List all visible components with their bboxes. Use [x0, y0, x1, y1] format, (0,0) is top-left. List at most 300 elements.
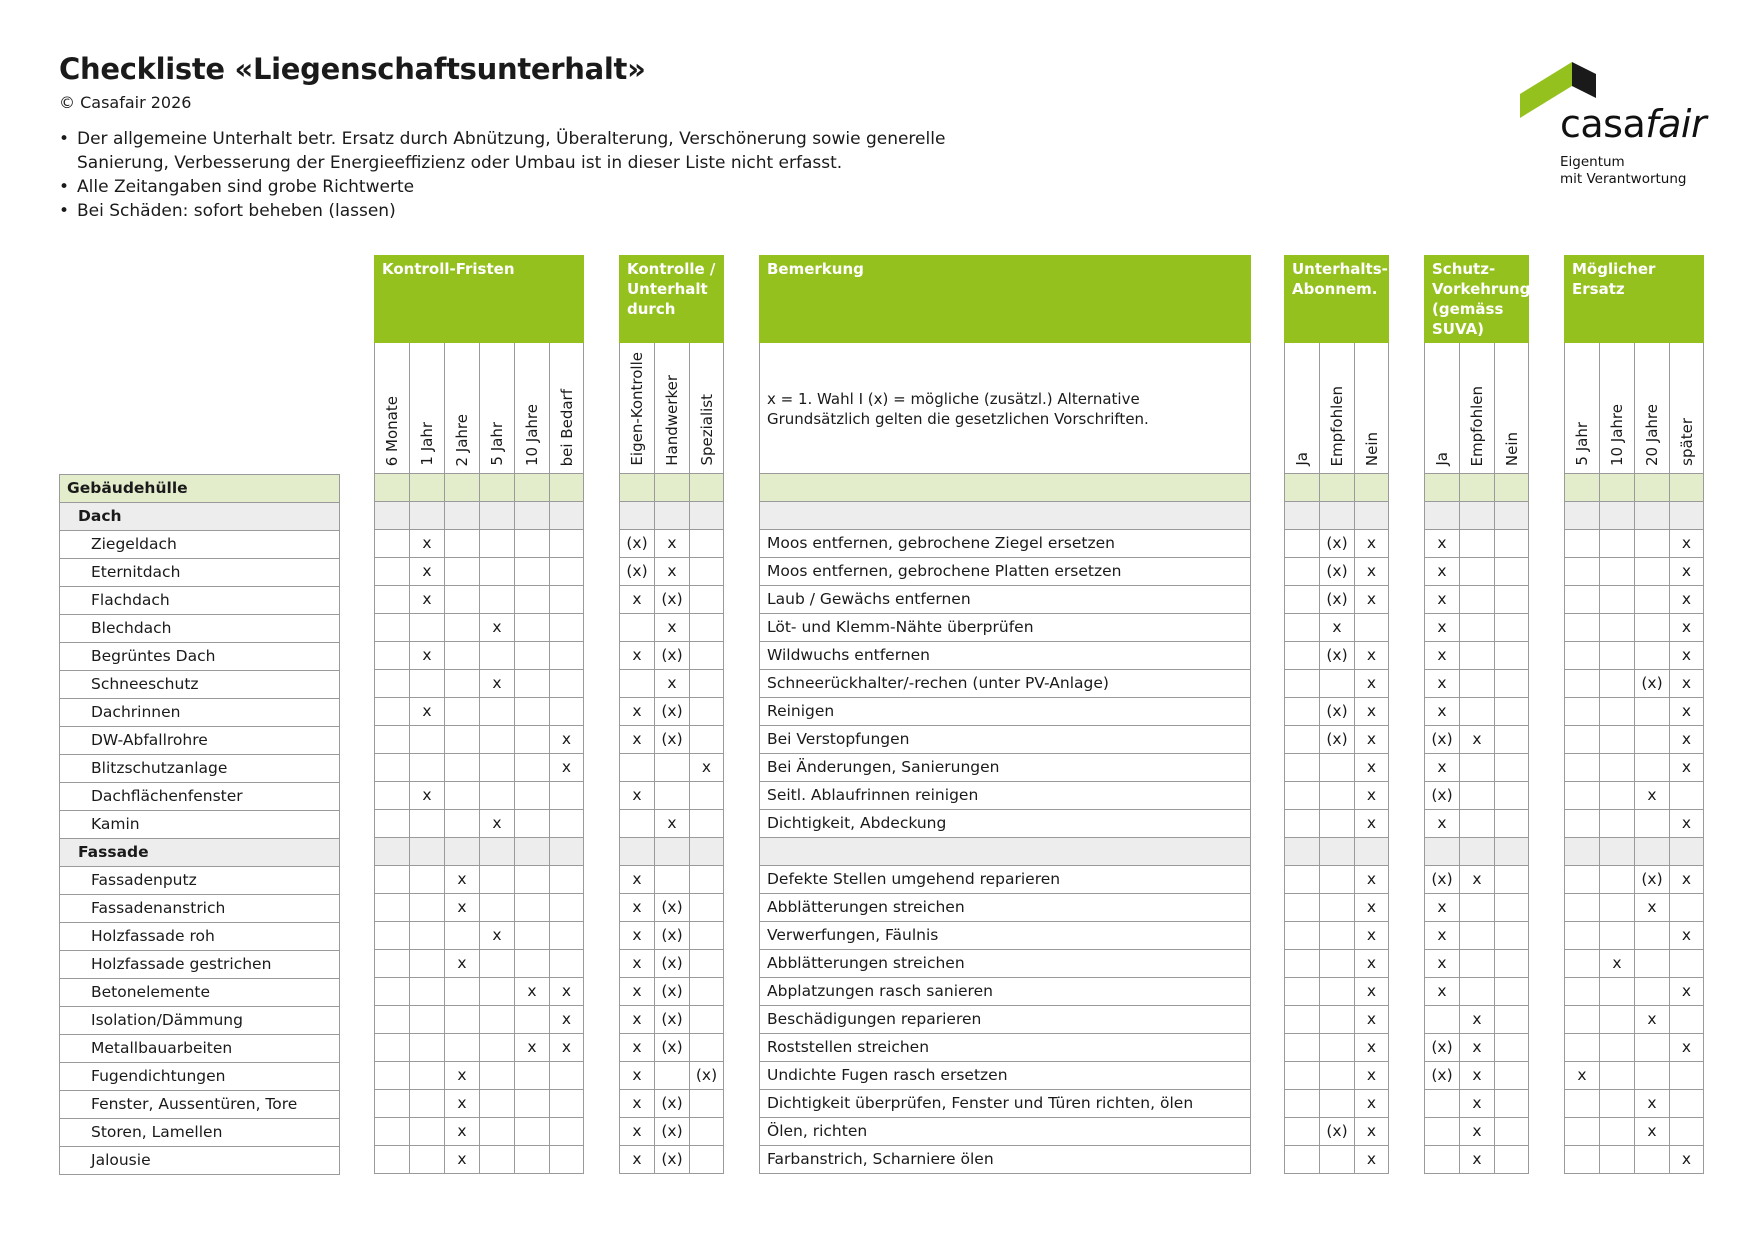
item-label: Begrüntes Dach	[60, 643, 339, 671]
section-filler	[1425, 474, 1459, 502]
mark-cell	[550, 1062, 583, 1090]
section-filler	[1495, 474, 1528, 502]
mark-cell	[1565, 1118, 1599, 1146]
mark-cell	[1565, 642, 1599, 670]
remark-cell: Abblätterungen streichen	[760, 950, 1250, 978]
mark-cell	[375, 558, 409, 586]
mark-cell	[410, 1146, 444, 1174]
mark-cell: (x)	[655, 1006, 689, 1034]
column-kontroll	[444, 343, 479, 1174]
mark-cell	[1600, 1034, 1634, 1062]
mark-cell: x	[1425, 810, 1459, 838]
mark-cell	[550, 1090, 583, 1118]
intro-bullets	[59, 127, 1039, 223]
section-filler	[375, 474, 409, 502]
mark-cell	[480, 894, 514, 922]
section-filler	[1460, 502, 1494, 530]
item-label: Holzfassade roh	[60, 923, 339, 951]
mark-cell: x	[620, 586, 654, 614]
mark-cell: x	[1460, 1006, 1494, 1034]
remark-cell: Roststellen streichen	[760, 1034, 1250, 1062]
mark-cell: x	[620, 1034, 654, 1062]
item-label: Metallbauarbeiten	[60, 1035, 339, 1063]
mark-cell	[1495, 530, 1528, 558]
section-filler	[375, 502, 409, 530]
mark-cell	[1285, 1090, 1319, 1118]
mark-cell: x	[1565, 1062, 1599, 1090]
mark-cell: x	[1425, 698, 1459, 726]
mark-cell	[410, 754, 444, 782]
item-label: Ziegeldach	[60, 531, 339, 559]
mark-cell: x	[620, 950, 654, 978]
mark-cell	[515, 586, 549, 614]
mark-cell	[1460, 642, 1494, 670]
mark-cell	[550, 642, 583, 670]
mark-cell	[480, 1090, 514, 1118]
column-abo	[1319, 343, 1354, 1174]
mark-cell	[1495, 1034, 1528, 1062]
mark-cell: x	[550, 1034, 583, 1062]
mark-cell	[410, 1090, 444, 1118]
mark-cell	[1600, 558, 1634, 586]
item-label: Betonelemente	[60, 979, 339, 1007]
section-filler	[1565, 838, 1599, 866]
column-header	[1355, 343, 1388, 474]
mark-cell	[1460, 894, 1494, 922]
mark-cell	[550, 782, 583, 810]
mark-cell	[655, 866, 689, 894]
mark-cell	[445, 726, 479, 754]
mark-cell	[1565, 894, 1599, 922]
mark-cell	[1495, 754, 1528, 782]
mark-cell	[620, 810, 654, 838]
mark-cell: x	[1425, 558, 1459, 586]
mark-cell: x	[1670, 614, 1703, 642]
mark-cell	[375, 670, 409, 698]
column-header-label: Empfohlen	[1468, 385, 1486, 466]
legend-line: x = 1. Wahl I (x) = mögliche (zusätzl.) Alternative	[767, 390, 1140, 408]
mark-cell	[1600, 1118, 1634, 1146]
section-filler	[1495, 502, 1528, 530]
mark-cell	[1635, 1146, 1669, 1174]
remark-cell: Verwerfungen, Fäulnis	[760, 922, 1250, 950]
remark-cell: Moos entfernen, gebrochene Platten ersetzen	[760, 558, 1250, 586]
group-header-abo: Unterhalts-Abonnem.	[1284, 255, 1389, 343]
mark-cell: x	[480, 810, 514, 838]
mark-cell: (x)	[1320, 586, 1354, 614]
mark-cell	[1565, 1146, 1599, 1174]
column-header-label: 10 Jahre	[523, 403, 541, 466]
mark-cell	[375, 866, 409, 894]
mark-cell	[1565, 1090, 1599, 1118]
remark-cell: Bei Verstopfungen	[760, 726, 1250, 754]
mark-cell: x	[1460, 866, 1494, 894]
mark-cell	[550, 586, 583, 614]
mark-cell	[1670, 1062, 1703, 1090]
group-header-ersatz: Möglicher Ersatz	[1564, 255, 1704, 343]
mark-cell	[410, 894, 444, 922]
mark-cell	[1635, 922, 1669, 950]
mark-cell	[1600, 614, 1634, 642]
mark-cell	[480, 1146, 514, 1174]
mark-cell	[1565, 726, 1599, 754]
mark-cell	[480, 978, 514, 1006]
column-kontroll	[374, 343, 409, 1174]
mark-cell: x	[655, 530, 689, 558]
section-filler	[480, 502, 514, 530]
mark-cell: x	[1670, 530, 1703, 558]
group-abo	[1284, 343, 1389, 1174]
mark-cell: x	[1670, 642, 1703, 670]
mark-cell: x	[1460, 1062, 1494, 1090]
mark-cell: x	[620, 894, 654, 922]
mark-cell: x	[550, 754, 583, 782]
mark-cell: x	[1355, 1006, 1388, 1034]
mark-cell	[1565, 1006, 1599, 1034]
mark-cell: x	[1355, 1090, 1388, 1118]
mark-cell	[1635, 754, 1669, 782]
column-header-label: Empfohlen	[1328, 385, 1346, 466]
mark-cell	[445, 1034, 479, 1062]
mark-cell	[1285, 1006, 1319, 1034]
mark-cell	[445, 810, 479, 838]
mark-cell: x	[620, 866, 654, 894]
mark-cell: x	[1425, 754, 1459, 782]
mark-cell	[1285, 810, 1319, 838]
mark-cell	[690, 978, 723, 1006]
section-filler	[1670, 502, 1703, 530]
mark-cell	[1670, 782, 1703, 810]
mark-cell	[1600, 978, 1634, 1006]
mark-cell	[1600, 642, 1634, 670]
column-header-label: Ja	[1293, 452, 1311, 466]
mark-cell: x	[1320, 614, 1354, 642]
column-header-label: Spezialist	[697, 394, 716, 466]
mark-cell: x	[1460, 1090, 1494, 1118]
section-filler	[1495, 838, 1528, 866]
mark-cell: x	[445, 866, 479, 894]
mark-cell	[1460, 698, 1494, 726]
column-kontroll	[514, 343, 549, 1174]
mark-cell	[1600, 782, 1634, 810]
mark-cell	[445, 558, 479, 586]
section-filler	[1460, 838, 1494, 866]
mark-cell	[1320, 950, 1354, 978]
mark-cell	[410, 1118, 444, 1146]
mark-cell	[1285, 782, 1319, 810]
column-header-label: 6 Monate	[383, 395, 401, 466]
mark-cell: x	[655, 810, 689, 838]
column-header-label: 1 Jahr	[418, 422, 436, 466]
mark-cell	[1495, 950, 1528, 978]
mark-cell: x	[1460, 1034, 1494, 1062]
mark-cell: (x)	[655, 1090, 689, 1118]
mark-cell	[515, 1062, 549, 1090]
column-header	[1320, 343, 1354, 474]
mark-cell	[1565, 754, 1599, 782]
mark-cell	[375, 894, 409, 922]
remark-column	[759, 343, 1251, 1174]
mark-cell	[1635, 698, 1669, 726]
mark-cell: x	[1355, 810, 1388, 838]
mark-cell	[1565, 586, 1599, 614]
mark-cell: (x)	[1635, 670, 1669, 698]
section-filler	[1425, 838, 1459, 866]
legend-line: Grundsätzlich gelten die gesetzlichen Vorschriften.	[767, 410, 1149, 428]
mark-cell	[445, 922, 479, 950]
remark-cell: Ölen, richten	[760, 1118, 1250, 1146]
mark-cell	[445, 530, 479, 558]
mark-cell: (x)	[1635, 866, 1669, 894]
mark-cell	[1320, 754, 1354, 782]
mark-cell	[1495, 866, 1528, 894]
mark-cell	[375, 922, 409, 950]
section-filler	[1460, 474, 1494, 502]
mark-cell	[690, 1146, 723, 1174]
section-filler	[1320, 502, 1354, 530]
mark-cell	[480, 586, 514, 614]
mark-cell: x	[1355, 1062, 1388, 1090]
mark-cell	[515, 558, 549, 586]
mark-cell: x	[1355, 670, 1388, 698]
mark-cell	[410, 810, 444, 838]
mark-cell: x	[1355, 642, 1388, 670]
mark-cell: x	[620, 726, 654, 754]
mark-cell: x	[1670, 670, 1703, 698]
mark-cell	[655, 754, 689, 782]
mark-cell	[620, 670, 654, 698]
column-header	[1285, 343, 1319, 474]
mark-cell	[1600, 1090, 1634, 1118]
mark-cell: x	[1670, 754, 1703, 782]
mark-cell	[515, 1090, 549, 1118]
mark-cell	[480, 754, 514, 782]
mark-cell: x	[1670, 922, 1703, 950]
mark-cell	[1670, 1118, 1703, 1146]
mark-cell	[410, 950, 444, 978]
mark-cell: (x)	[1425, 726, 1459, 754]
mark-cell	[410, 726, 444, 754]
section-filler	[655, 838, 689, 866]
mark-cell	[1495, 1090, 1528, 1118]
column-kontroll	[479, 343, 514, 1174]
item-label: Fassadenputz	[60, 867, 339, 895]
mark-cell	[655, 782, 689, 810]
item-label: Fugendichtungen	[60, 1063, 339, 1091]
column-header-label: bei Bedarf	[557, 388, 576, 466]
mark-cell	[1460, 558, 1494, 586]
group-durch	[619, 343, 724, 1174]
mark-cell	[1600, 530, 1634, 558]
mark-cell	[515, 894, 549, 922]
mark-cell	[690, 698, 723, 726]
mark-cell	[1635, 1034, 1669, 1062]
mark-cell: x	[620, 1006, 654, 1034]
mark-cell: x	[1355, 978, 1388, 1006]
column-schutz	[1424, 343, 1459, 1174]
mark-cell	[550, 1118, 583, 1146]
column-header	[550, 343, 583, 474]
mark-cell: x	[655, 670, 689, 698]
mark-cell: (x)	[690, 1062, 723, 1090]
mark-cell: x	[445, 894, 479, 922]
mark-cell	[690, 1034, 723, 1062]
column-durch	[619, 343, 654, 1174]
item-label: Schneeschutz	[60, 671, 339, 699]
section-filler	[515, 474, 549, 502]
column-header	[445, 343, 479, 474]
mark-cell: x	[1425, 978, 1459, 1006]
mark-cell	[1635, 530, 1669, 558]
group-header-durch: Kontrolle / Unterhalt durch	[619, 255, 724, 343]
mark-cell	[1285, 922, 1319, 950]
mark-cell: x	[1355, 558, 1388, 586]
mark-cell: (x)	[1320, 1118, 1354, 1146]
mark-cell	[1495, 1146, 1528, 1174]
mark-cell	[1425, 1146, 1459, 1174]
mark-cell	[1495, 978, 1528, 1006]
mark-cell	[1320, 922, 1354, 950]
section-filler	[550, 474, 583, 502]
column-header-label: Handwerker	[663, 375, 681, 466]
mark-cell	[480, 950, 514, 978]
mark-cell	[375, 530, 409, 558]
mark-cell: x	[480, 614, 514, 642]
column-abo	[1284, 343, 1319, 1174]
mark-cell	[480, 642, 514, 670]
mark-cell	[1635, 978, 1669, 1006]
item-label: Dachflächenfenster	[60, 783, 339, 811]
mark-cell	[655, 1062, 689, 1090]
section-filler	[480, 474, 514, 502]
mark-cell	[375, 614, 409, 642]
mark-cell: x	[1600, 950, 1634, 978]
mark-cell: x	[1355, 782, 1388, 810]
mark-cell	[550, 530, 583, 558]
column-header-label: später	[1677, 418, 1696, 466]
column-schutz	[1494, 343, 1529, 1174]
mark-cell: (x)	[655, 1118, 689, 1146]
mark-cell: x	[550, 978, 583, 1006]
mark-cell: x	[1670, 726, 1703, 754]
item-label: Kamin	[60, 811, 339, 839]
mark-cell	[480, 558, 514, 586]
mark-cell	[690, 922, 723, 950]
mark-cell	[410, 670, 444, 698]
mark-cell	[690, 1006, 723, 1034]
mark-cell	[410, 614, 444, 642]
mark-cell: x	[1355, 754, 1388, 782]
section-filler	[690, 474, 723, 502]
column-header-label: Nein	[1362, 431, 1381, 466]
mark-cell: (x)	[655, 950, 689, 978]
section-filler	[1355, 502, 1388, 530]
section-filler	[445, 502, 479, 530]
mark-cell	[1460, 922, 1494, 950]
logo-tagline: Eigentum mit Verantwortung	[1560, 154, 1687, 187]
mark-cell	[1495, 1062, 1528, 1090]
item-label: Jalousie	[60, 1147, 339, 1175]
mark-cell	[410, 922, 444, 950]
mark-cell	[515, 754, 549, 782]
mark-cell: (x)	[1320, 642, 1354, 670]
mark-cell: x	[1425, 614, 1459, 642]
column-kontroll	[409, 343, 444, 1174]
mark-cell	[550, 810, 583, 838]
mark-cell	[1670, 894, 1703, 922]
mark-cell	[375, 1090, 409, 1118]
mark-cell	[1635, 586, 1669, 614]
mark-cell	[1495, 810, 1528, 838]
mark-cell	[1460, 754, 1494, 782]
mark-cell	[1285, 978, 1319, 1006]
mark-cell	[375, 698, 409, 726]
mark-cell: x	[410, 558, 444, 586]
section-filler	[410, 502, 444, 530]
section-filler	[690, 838, 723, 866]
mark-cell: x	[515, 978, 549, 1006]
mark-cell: x	[445, 1118, 479, 1146]
mark-cell	[410, 1062, 444, 1090]
mark-cell	[1320, 1062, 1354, 1090]
mark-cell	[1320, 1034, 1354, 1062]
mark-cell	[690, 558, 723, 586]
mark-cell	[550, 614, 583, 642]
mark-cell: x	[1355, 698, 1388, 726]
mark-cell	[445, 754, 479, 782]
mark-cell: x	[445, 1090, 479, 1118]
mark-cell	[1495, 726, 1528, 754]
remark-cell: Beschädigungen reparieren	[760, 1006, 1250, 1034]
column-header	[620, 343, 654, 474]
item-label: Blitzschutzanlage	[60, 755, 339, 783]
mark-cell	[1600, 586, 1634, 614]
column-header-label: 20 Jahre	[1643, 403, 1661, 466]
column-header-label: 2 Jahre	[453, 413, 471, 466]
mark-cell	[1425, 1006, 1459, 1034]
group-kontroll	[374, 343, 584, 1174]
mark-cell	[1565, 810, 1599, 838]
mark-cell	[515, 866, 549, 894]
bullet-item: • Bei Schäden: sofort beheben (lassen)	[59, 199, 1039, 223]
mark-cell	[1600, 698, 1634, 726]
mark-cell	[1495, 1006, 1528, 1034]
column-header-label: 5 Jahr	[1573, 422, 1591, 466]
mark-cell: x	[1425, 530, 1459, 558]
row-labels	[59, 474, 340, 1175]
casafair-logo	[1520, 56, 1720, 196]
mark-cell	[690, 530, 723, 558]
mark-cell	[445, 1006, 479, 1034]
mark-cell	[1460, 586, 1494, 614]
section-filler	[1320, 838, 1354, 866]
section-filler	[1600, 502, 1634, 530]
column-header	[410, 343, 444, 474]
mark-cell	[1285, 950, 1319, 978]
mark-cell	[1460, 782, 1494, 810]
mark-cell	[1565, 558, 1599, 586]
group-ersatz	[1564, 343, 1704, 1174]
mark-cell	[1600, 1146, 1634, 1174]
mark-cell	[375, 1006, 409, 1034]
remark-cell: Abplatzungen rasch sanieren	[760, 978, 1250, 1006]
mark-cell	[1670, 950, 1703, 978]
mark-cell: (x)	[1320, 558, 1354, 586]
mark-cell	[1635, 810, 1669, 838]
mark-cell	[480, 530, 514, 558]
group-header-schutz: Schutz-Vorkehrung (gemäss SUVA)	[1424, 255, 1529, 343]
mark-cell: x	[1425, 894, 1459, 922]
